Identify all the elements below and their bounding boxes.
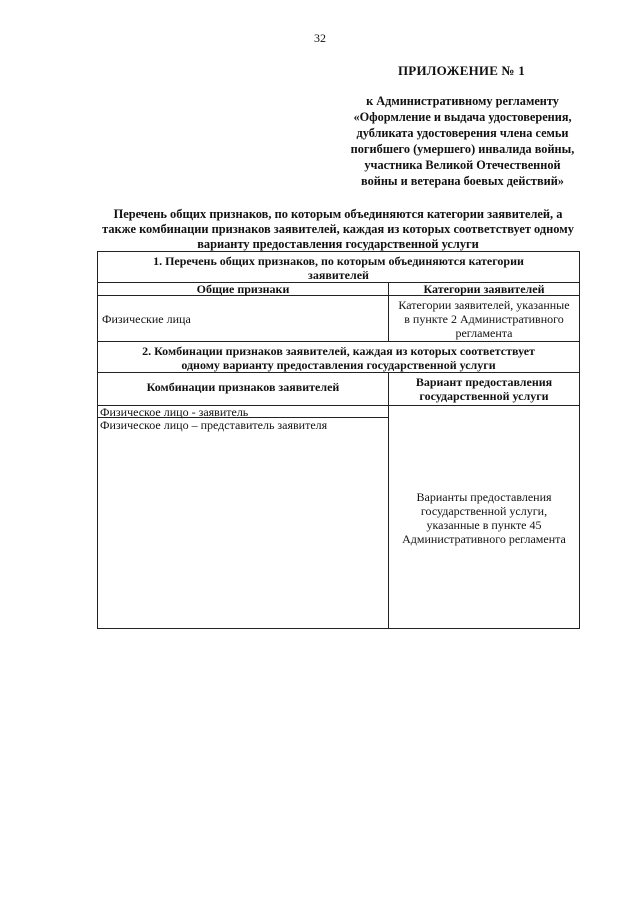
categories-value xyxy=(389,298,579,340)
appendix-subtitle-line: войны и ветерана боевых действий» xyxy=(361,174,564,188)
appendix-subtitle xyxy=(330,93,595,189)
variant-value xyxy=(389,490,579,546)
variant-value-line: Варианты предоставления xyxy=(416,490,552,504)
categories-value-line: в пункте 2 Административного xyxy=(404,312,564,326)
col-categories-header: Категории заявителей xyxy=(423,282,545,296)
list-title xyxy=(88,207,588,252)
appendix-subtitle-line: дубликата удостоверения члена семьи xyxy=(356,126,569,140)
appendix-title: ПРИЛОЖЕНИЕ № 1 xyxy=(398,63,525,78)
general-value: Физические лица xyxy=(102,312,191,326)
list-title-line: варианту предоставления государственной услуги xyxy=(197,237,479,251)
variant-value-line: государственной услуги, xyxy=(420,504,548,518)
section2-title xyxy=(102,344,575,372)
section1-title-line: заявителей xyxy=(308,268,369,282)
col-variant-header-line: государственной услуги xyxy=(419,389,549,403)
appendix-subtitle-line: погибшего (умершего) инвалида войны, xyxy=(350,142,575,156)
appendix-subtitle-line: «Оформление и выдача удостоверения, xyxy=(353,110,572,124)
section2-title-line: 2. Комбинации признаков заявителей, каждая из которых соответствует xyxy=(142,344,535,358)
appendix-subtitle-line: участника Великой Отечественной xyxy=(364,158,561,172)
col-combinations-header: Комбинации признаков заявителей xyxy=(146,380,340,394)
section2-title-line: одному варианту предоставления государственной услуги xyxy=(181,358,496,372)
appendix-subtitle-line: к Административному регламенту xyxy=(366,94,559,108)
col-general-header: Общие признаки xyxy=(196,282,290,296)
col-variant-header xyxy=(389,375,579,403)
categories-value-line: регламента xyxy=(455,326,513,340)
table-rule xyxy=(98,372,579,373)
categories-value-line: Категории заявителей, указанные xyxy=(398,298,570,312)
section1-title xyxy=(102,254,575,282)
variant-value-line: указанные в пункте 45 xyxy=(426,518,542,532)
combination-row: Физическое лицо – представитель заявителя xyxy=(100,418,328,432)
section1-title-line: 1. Перечень общих признаков, по которым объединяются категории xyxy=(153,254,524,268)
variant-value-line: Административного регламента xyxy=(402,532,566,546)
col-variant-header-line: Вариант предоставления xyxy=(415,375,553,389)
table-rule xyxy=(98,341,579,342)
list-title-line: Перечень общих признаков, по которым объединяются категории заявителей, а xyxy=(113,207,563,221)
combination-row: Физическое лицо - заявитель xyxy=(100,405,249,419)
list-title-line: также комбинации признаков заявителей, каждая из которых соответствует одному xyxy=(102,222,574,236)
applicant-table xyxy=(97,251,580,629)
page-number: 32 xyxy=(314,31,326,45)
